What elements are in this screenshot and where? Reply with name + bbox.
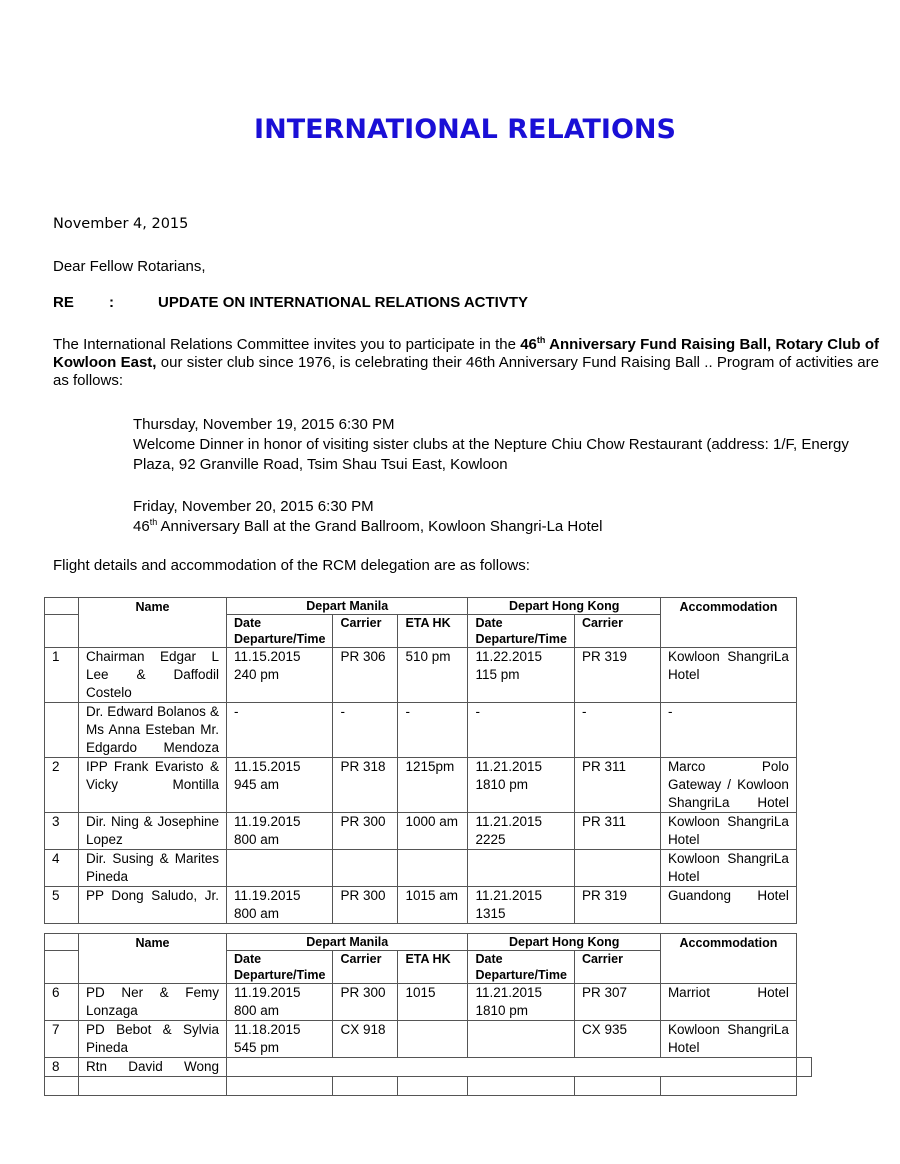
row-manila-departure [227, 984, 333, 1021]
header-eta: ETA HK [398, 615, 468, 648]
row-eta-hk [398, 1021, 468, 1058]
row-hk-departure-time: 1810 pm [475, 777, 529, 792]
row-manila-carrier: - [333, 703, 398, 758]
blank-cell [333, 1077, 398, 1096]
table-row [45, 813, 797, 850]
header-mnl-date [227, 951, 333, 984]
row-manila-carrier [333, 850, 398, 887]
row-hk-departure-date: 11.21.2015 [475, 759, 543, 774]
flight-intro: Flight details and accommodation of the RCM delegation are as follows: [53, 557, 530, 574]
intro-text-1: The International Relations Committee invites you to participate in the [53, 336, 521, 353]
row-hk-carrier [574, 850, 660, 887]
row-hk-carrier: PR 311 [574, 758, 660, 813]
intro-bold-suffix: th [536, 335, 546, 345]
row-manila-departure-time: 945 am [234, 777, 280, 792]
table-row [45, 887, 797, 924]
table-row [45, 703, 797, 758]
row-manila-departure-date: 11.18.2015 [234, 1022, 301, 1037]
salutation: Dear Fellow Rotarians, [53, 258, 206, 275]
header-depart-hk: Depart Hong Kong [468, 934, 660, 951]
row-manila-departure-date: 11.19.2015 [234, 985, 301, 1000]
table-row [45, 1058, 812, 1077]
row-hk-departure-time: 115 pm [475, 667, 520, 682]
header-date-line2: Departure/Time [234, 968, 326, 982]
event-1-what: Welcome Dinner in honor of visiting sister clubs at the Nepture Chiu Chow Restaurant (address: 1/F, Energy Plaza, 92 Granville Road, Tsim Shau Tsui East, Kowloon [133, 436, 849, 473]
header-num-blank-2 [45, 951, 79, 984]
row-accommodation: Marriot Hotel [660, 984, 796, 1021]
blank-cell [574, 1077, 660, 1096]
header-num-blank-2 [45, 615, 79, 648]
header-mnl-carrier: Carrier [333, 615, 398, 648]
document-title: INTERNATIONAL RELATIONS [254, 114, 676, 145]
row-eta-hk: - [398, 703, 468, 758]
event-2-what [133, 517, 883, 537]
row-hk-departure [468, 850, 574, 887]
blank-cell [468, 1077, 574, 1096]
row-eta-hk: 1015 [398, 984, 468, 1021]
flights-table-1 [44, 597, 797, 924]
row-accommodation: Kowloon ShangriLa Hotel [660, 1021, 796, 1058]
header-date-line2: Departure/Time [234, 632, 326, 646]
row-manila-carrier: PR 306 [333, 648, 398, 703]
row-accommodation: Kowloon ShangriLa Hotel [660, 813, 796, 850]
row-manila-departure-time: 545 pm [234, 1040, 280, 1055]
header-hk-carrier: Carrier [574, 615, 660, 648]
row-number: 7 [45, 1021, 79, 1058]
row-manila-departure [227, 1021, 333, 1058]
event-1 [133, 415, 883, 475]
row-hk-carrier: PR 319 [574, 648, 660, 703]
header-num-blank [45, 934, 79, 951]
blank-cell [660, 1077, 796, 1096]
table-row [45, 648, 797, 703]
table-row [45, 850, 797, 887]
row-manila-departure-time: 800 am [234, 1003, 280, 1018]
row-empty-span [227, 1058, 797, 1077]
row-hk-carrier: CX 935 [574, 1021, 660, 1058]
header-mnl-carrier: Carrier [333, 951, 398, 984]
row-hk-departure [468, 758, 574, 813]
row-manila-departure [227, 648, 333, 703]
row-number: 2 [45, 758, 79, 813]
row-hk-carrier: - [574, 703, 660, 758]
row-manila-carrier: PR 318 [333, 758, 398, 813]
row-eta-hk: 510 pm [398, 648, 468, 703]
row-manila-departure-time: 800 am [234, 832, 280, 847]
header-eta: ETA HK [398, 951, 468, 984]
row-name: PP Dong Saludo, Jr. [79, 887, 227, 924]
header-date-line1: Date [234, 616, 262, 630]
row-hk-carrier: PR 307 [574, 984, 660, 1021]
row-manila-carrier: CX 918 [333, 1021, 398, 1058]
row-name: PD Bebot & Sylvia Pineda [79, 1021, 227, 1058]
row-name: PD Ner & Femy Lonzaga [79, 984, 227, 1021]
event-2-when: Friday, November 20, 2015 6:30 PM [133, 498, 374, 515]
row-manila-departure-time: 800 am [234, 906, 280, 921]
row-name: Rtn David Wong [79, 1058, 227, 1077]
intro-text-2: our sister club since 1976, is celebrating their 46th Anniversary Fund Raising Ball .. Program of activities are as follows: [53, 354, 879, 389]
row-hk-departure-time: 2225 [475, 832, 506, 847]
row-accommodation: Kowloon ShangriLa Hotel [660, 648, 796, 703]
row-eta-hk: 1015 am [398, 887, 468, 924]
row-number [45, 703, 79, 758]
row-accommodation: Guandong Hotel [660, 887, 796, 924]
row-hk-departure-time: 1315 [475, 906, 506, 921]
row-number: 3 [45, 813, 79, 850]
row-accommodation: Kowloon ShangriLa Hotel [660, 850, 796, 887]
row-hk-departure-date: 11.22.2015 [475, 649, 543, 664]
re-subject: UPDATE ON INTERNATIONAL RELATIONS ACTIVTY [158, 294, 528, 311]
row-hk-departure-date: - [475, 704, 480, 719]
row-manila-departure-date: 11.19.2015 [234, 888, 301, 903]
header-date-line1: Date [475, 952, 503, 966]
row-manila-departure-date: 11.19.2015 [234, 814, 301, 829]
header-date-line1: Date [475, 616, 503, 630]
header-accommodation: Accommodation [660, 934, 796, 984]
row-manila-departure-date: 11.15.2015 [234, 649, 301, 664]
blank-cell [79, 1077, 227, 1096]
header-accommodation: Accommodation [660, 598, 796, 648]
row-accommodation: - [660, 703, 796, 758]
table-row [45, 1021, 812, 1058]
table-row-blank [45, 1077, 812, 1096]
row-manila-departure [227, 813, 333, 850]
flights-table-2 [44, 933, 812, 1096]
header-name: Name [79, 598, 227, 648]
row-accommodation [796, 1058, 811, 1077]
row-eta-hk [398, 850, 468, 887]
row-hk-departure-date: 11.21.2015 [475, 814, 543, 829]
header-hk-carrier: Carrier [574, 951, 660, 984]
row-manila-carrier: PR 300 [333, 887, 398, 924]
row-number: 4 [45, 850, 79, 887]
row-manila-departure-date: 11.15.2015 [234, 759, 301, 774]
row-hk-departure [468, 813, 574, 850]
table-row [45, 984, 812, 1021]
row-number: 5 [45, 887, 79, 924]
row-manila-departure-time: 240 pm [234, 667, 280, 682]
row-hk-departure [468, 648, 574, 703]
table-row [45, 758, 797, 813]
event-2 [133, 497, 883, 537]
blank-cell [227, 1077, 333, 1096]
row-accommodation: Marco Polo Gateway / Kowloon ShangriLa Hotel [660, 758, 796, 813]
row-manila-carrier: PR 300 [333, 813, 398, 850]
header-date-line2: Departure/Time [475, 968, 567, 982]
row-hk-departure [468, 1021, 574, 1058]
row-manila-carrier: PR 300 [333, 984, 398, 1021]
header-hk-date [468, 951, 574, 984]
letter-date: November 4, 2015 [53, 216, 189, 232]
row-name: Chairman Edgar L Lee & Daffodil Costelo [79, 648, 227, 703]
header-depart-manila: Depart Manila [227, 934, 468, 951]
row-hk-departure-date: 11.21.2015 [475, 888, 543, 903]
row-hk-carrier: PR 319 [574, 887, 660, 924]
row-name: Dr. Edward Bolanos & Ms Anna Esteban Mr. Edgardo Mendoza [79, 703, 227, 758]
blank-cell [45, 1077, 79, 1096]
header-date-line1: Date [234, 952, 262, 966]
row-manila-departure [227, 887, 333, 924]
row-number: 1 [45, 648, 79, 703]
event-1-when: Thursday, November 19, 2015 6:30 PM [133, 416, 395, 433]
row-hk-departure [468, 887, 574, 924]
row-eta-hk: 1215pm [398, 758, 468, 813]
intro-bold-text: Anniversary Fund Raising Ball, Rotary Club of Kowloon East, [53, 336, 880, 371]
row-manila-departure [227, 758, 333, 813]
row-hk-departure [468, 984, 574, 1021]
intro-bold-number: 46 [520, 336, 537, 353]
re-label: RE [53, 294, 74, 311]
header-num-blank [45, 598, 79, 615]
row-hk-departure-date: 11.21.2015 [475, 985, 543, 1000]
header-depart-manila: Depart Manila [227, 598, 468, 615]
row-hk-departure [468, 703, 574, 758]
row-eta-hk: 1000 am [398, 813, 468, 850]
row-name: Dir. Ning & Josephine Lopez [79, 813, 227, 850]
header-hk-date [468, 615, 574, 648]
row-name: IPP Frank Evaristo & Vicky Montilla [79, 758, 227, 813]
row-name: Dir. Susing & Marites Pineda [79, 850, 227, 887]
event-2-suffix: th [149, 517, 158, 527]
header-depart-hk: Depart Hong Kong [468, 598, 660, 615]
row-hk-departure-time: 1810 pm [475, 1003, 529, 1018]
re-colon: : [109, 294, 114, 311]
intro-paragraph [53, 336, 879, 390]
header-mnl-date [227, 615, 333, 648]
row-manila-departure-date: - [234, 704, 239, 719]
row-manila-departure [227, 703, 333, 758]
row-manila-departure [227, 850, 333, 887]
row-number: 8 [45, 1058, 79, 1077]
header-name: Name [79, 934, 227, 984]
header-date-line2: Departure/Time [475, 632, 567, 646]
row-hk-carrier: PR 311 [574, 813, 660, 850]
event-2-text: Anniversary Ball at the Grand Ballroom, Kowloon Shangri-La Hotel [157, 518, 603, 535]
row-number: 6 [45, 984, 79, 1021]
blank-cell [398, 1077, 468, 1096]
event-2-number: 46 [133, 518, 150, 535]
